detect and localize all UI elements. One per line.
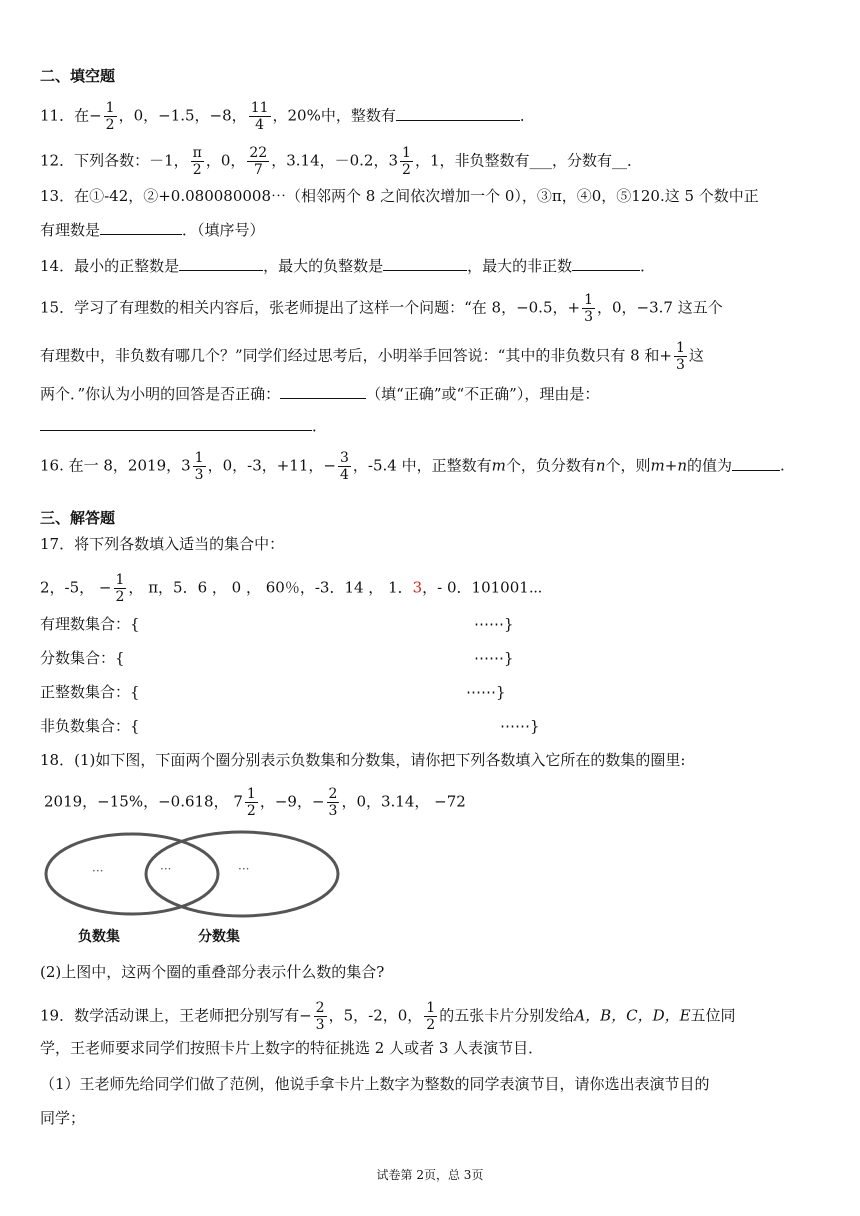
set-nonnegative-tail: ⋯⋯} (500, 717, 540, 735)
venn-dots-right: ··· (238, 862, 250, 876)
q11-text-c: ，20%中，整数有 (272, 106, 396, 125)
question-19-line4: 同学； (40, 1109, 86, 1127)
question-18-numbers: 2019，−15%，−0.618， 7 $\frac{1}{2}$ ，−9，− $\frac{2}{3}$ ，0，3.14， −72 (44, 786, 466, 819)
fraction-2-3: $\frac{2}{3}$ (328, 786, 338, 819)
fraction-22-7: $\frac{22}{7}$ (249, 145, 268, 178)
fraction-2-3-b: $\frac{2}{3}$ (315, 1000, 325, 1033)
q11-text-a: 11．在 (40, 106, 90, 125)
q12-text-a: 12．下列各数：－1， (40, 151, 189, 170)
set-fraction: 分数集合：{ (40, 649, 125, 667)
question-16: 16. 在一 8，2019，3 $\frac{1}{3}$ ，0，-3，+11，− $\frac{3}{4}$ ，-5.4 中，正整数有m个，负分数有n个，则m+n的值为 . (40, 450, 785, 483)
fraction-third-2: $\frac{1}{3}$ (676, 340, 685, 373)
question-15-line4: ． (40, 414, 327, 436)
answer-blank[interactable] (40, 414, 312, 431)
question-13-line2: 有理数是 ．（填序号） (40, 218, 265, 240)
section-heading-fill-blank: 二、填空题 (40, 67, 116, 85)
answer-blank[interactable] (396, 104, 520, 121)
fraction-half-4: $\frac{1}{2}$ (246, 786, 256, 819)
answer-blank[interactable] (179, 254, 263, 271)
question-17-numbers: 2，-5， − $\frac{1}{2}$ ， π，5．6 ， 0 ， 60％，-3．14 ， 1．3，- 0．101001⋯ (40, 572, 543, 605)
question-19-line3: （1）王老师先给同学们做了范例，他说手拿卡片上数字为整数的同学表演节目，请你选出表演节目的 (40, 1075, 710, 1093)
question-12: 12．下列各数：－1， $\frac{\pi}{2}$ ，0， $\frac{22}{7}$ ，3.14，－0.2，3 $\frac{1}{2}$ ，1，非负整数有___，分数有__． (40, 145, 642, 178)
set-rational: 有理数集合：{ (40, 615, 140, 633)
question-14: 14．最小的正整数是 ，最大的负整数是 ，最大的非正数 ． (40, 254, 655, 276)
question-18-part2: (2)上图中，这两个圈的重叠部分表示什么数的集合? (40, 963, 385, 981)
q11-text-b: ，0，−1.5，−8， (118, 106, 247, 125)
fraction-pi-2: $\frac{\pi}{2}$ (192, 145, 202, 178)
question-11: 11．在− $\frac{1}{2}$ ，0，−1.5，−8， $\frac{11}{4}$ ，20%中，整数有 ． (40, 100, 535, 133)
answer-blank[interactable] (732, 454, 780, 471)
venn-dots-left: ··· (92, 864, 104, 878)
question-13-line1: 13．在①-42，②+0.080080008⋯（相邻两个 8 之间依次增加一个 0），③π，④0，⑤120.这 5 个数中正 (40, 187, 759, 205)
set-rational-tail: ⋯⋯} (474, 615, 514, 633)
fraction-11-4: $\frac{11}{4}$ (250, 100, 269, 133)
answer-blank[interactable] (572, 254, 640, 271)
question-19-line2: 学，王老师要求同学们按照卡片上数字的特征挑选 2 人或者 3 人表演节目． (40, 1039, 544, 1057)
negative-set-circle (46, 834, 218, 914)
question-15-line1: 15．学习了有理数的相关内容后，张老师提出了这样一个问题：“在 8，−0.5，+ $\frac{1}{3}$ ，0，−3.7 这五个 (40, 292, 723, 325)
fraction-third: $\frac{1}{3}$ (584, 292, 593, 325)
set-nonnegative: 非负数集合：{ (40, 717, 140, 735)
fraction-3-4: $\frac{3}{4}$ (339, 450, 349, 483)
section-heading-solve: 三、解答题 (40, 509, 116, 527)
venn-diagram (40, 830, 340, 930)
fraction-half-2: $\frac{1}{2}$ (402, 145, 411, 178)
answer-blank[interactable] (383, 254, 467, 271)
set-positive-integer: 正整数集合：{ (40, 683, 140, 701)
set-positive-integer-tail: ⋯⋯} (466, 683, 506, 701)
question-17-title: 17．将下列各数填入适当的集合中： (40, 535, 285, 553)
venn-dots-middle: ··· (160, 862, 172, 876)
question-15-line2: 有理数中，非负数有哪几个？”同学们经过思考后，小明举手回答说：“其中的非负数只有 8 和+ $\frac{1}{3}$ 这 (40, 340, 704, 373)
venn-label-fraction: 分数集 (198, 929, 240, 945)
question-19-line1: 19．数学活动课上，王老师把分别写有− $\frac{2}{3}$ ，5，-2，0， $\frac{1}{2}$ 的五张卡片分别发给A，B，C，D，E五位同 (40, 1000, 736, 1033)
answer-blank[interactable] (100, 218, 182, 235)
question-15-line3: 两个．”你认为小明的回答是否正确： （填“正确”或“不正确”），理由是： (40, 382, 599, 404)
fraction-half-3: $\frac{1}{2}$ (115, 572, 125, 605)
answer-blank[interactable] (280, 382, 366, 399)
venn-label-negative: 负数集 (78, 929, 120, 945)
fraction-third-3: $\frac{1}{3}$ (194, 450, 204, 483)
repeating-digit: 3 (412, 578, 423, 597)
set-fraction-tail: ⋯⋯} (474, 649, 514, 667)
fraction-half: $\frac{1}{2}$ (105, 100, 115, 133)
page-footer: 试卷第 2页，总 3页 (376, 1168, 484, 1182)
fraction-half-5: $\frac{1}{2}$ (426, 1000, 436, 1033)
question-18-line1: 18．(1)如下图，下面两个圈分别表示负数集和分数集，请你把下列各数填入它所在的数集的圈里: (40, 751, 686, 769)
